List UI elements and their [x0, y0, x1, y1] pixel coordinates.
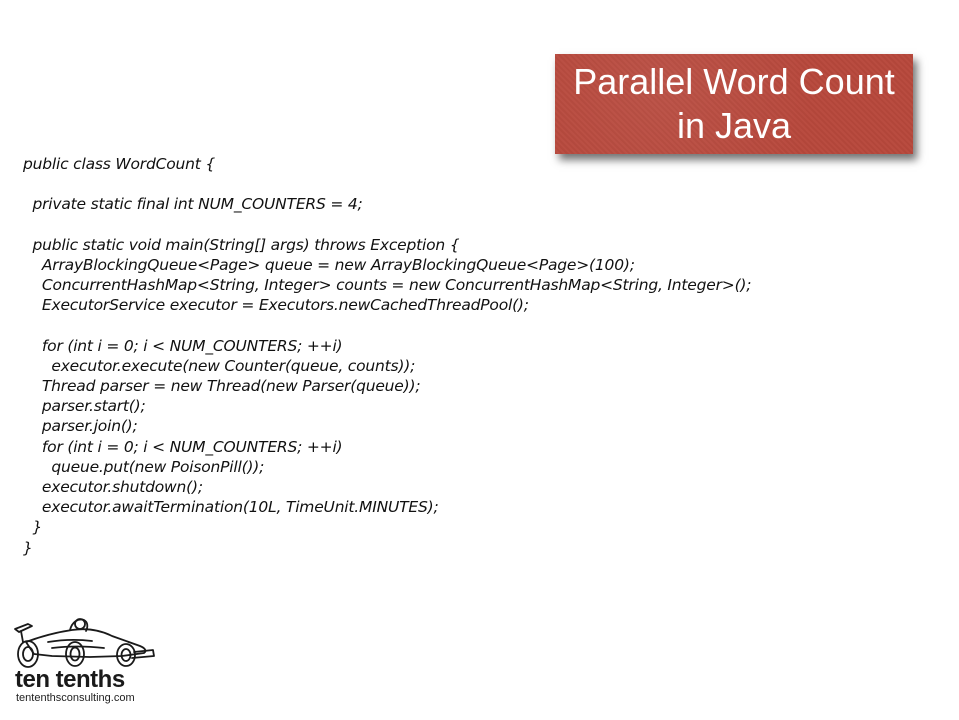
- code-line: executor.execute(new Counter(queue, counts));: [23, 356, 416, 375]
- slide-title-line-2: in Java: [676, 105, 792, 146]
- code-line: executor.awaitTermination(10L, TimeUnit.MINUTES);: [23, 498, 439, 517]
- code-line: for (int i = 0; i < NUM_COUNTERS; ++i): [23, 437, 343, 456]
- code-line: for (int i = 0; i < NUM_COUNTERS; ++i): [23, 336, 343, 355]
- code-line: [23, 316, 751, 336]
- code-line: public class WordCount {: [23, 155, 216, 173]
- code-line: Thread parser = new Thread(new Parser(queue));: [23, 377, 421, 396]
- code-line: ExecutorService executor = Executors.newCachedThreadPool();: [23, 296, 529, 315]
- logo-url: tententhsconsulting.com: [16, 692, 135, 704]
- code-line: ArrayBlockingQueue<Page> queue = new ArrayBlockingQueue<Page>(100);: [23, 255, 635, 274]
- slide-title: [555, 54, 913, 154]
- code-line: private static final int NUM_COUNTERS = 4;: [23, 195, 363, 214]
- company-logo: [12, 612, 162, 707]
- code-line: parser.join();: [23, 417, 138, 436]
- code-line: [23, 215, 751, 235]
- code-line: }: [23, 538, 33, 557]
- code-block: [23, 154, 751, 558]
- slide-title-line-1: Parallel Word Count: [573, 61, 895, 102]
- code-line: [23, 174, 751, 194]
- code-line: executor.shutdown();: [23, 478, 203, 496]
- code-line: }: [23, 518, 43, 537]
- code-line: public static void main(String[] args) throws Exception {: [23, 235, 460, 254]
- logo-wordmark: ten tenths: [15, 666, 125, 693]
- code-line: queue.put(new PoisonPill());: [23, 457, 265, 476]
- racing-car-icon: [12, 612, 157, 670]
- code-line: ConcurrentHashMap<String, Integer> counts = new ConcurrentHashMap<String, Integer>();: [23, 276, 752, 295]
- code-line: parser.start();: [23, 397, 146, 416]
